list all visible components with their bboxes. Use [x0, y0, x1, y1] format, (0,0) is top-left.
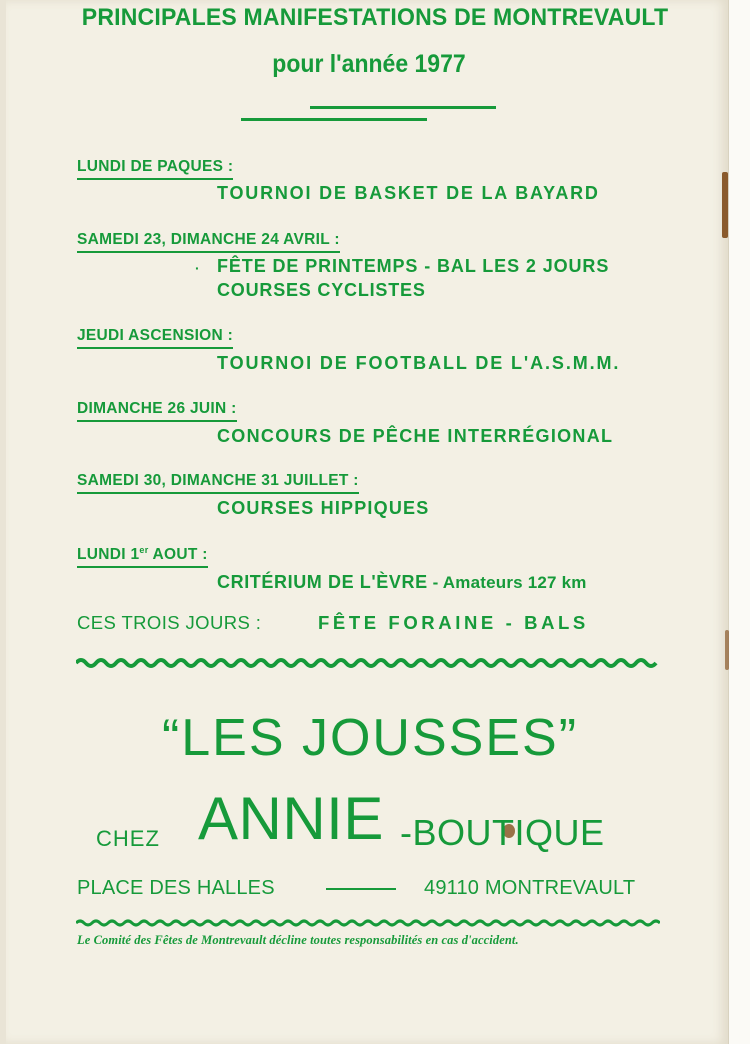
program-date: LUNDI DE PAQUES : [77, 158, 233, 180]
event-title: CRITÉRIUM DE L'ÈVRE [217, 572, 428, 592]
program-event: COURSES HIPPIQUES [217, 498, 430, 518]
disclaimer-text: Le Comité des Fêtes de Montrevault décline toutes responsabilités en cas d'accident. [77, 933, 519, 947]
program-event [217, 572, 587, 593]
staple-mark [725, 630, 729, 670]
page-title: PRINCIPALES MANIFESTATIONS DE MONTREVAULT [81, 4, 669, 31]
program-event: FÊTE DE PRINTEMPS - BAL LES 2 JOURS [217, 256, 610, 276]
wave-divider [76, 918, 660, 928]
boutique-suffix: -BOUTIQUE [400, 812, 605, 853]
chez-label: CHEZ [96, 826, 160, 851]
program-date [77, 545, 208, 568]
program-event: TOURNOI DE FOOTBALL DE L'A.S.M.M. [217, 353, 621, 373]
shop-name: “LES JOUSSES” [161, 709, 579, 767]
boutique-name: ANNIE [198, 785, 384, 852]
program-event: TOURNOI DE BASKET DE LA BAYARD [217, 183, 600, 203]
date-ordinal: er [139, 545, 149, 555]
date-text: AOUT : [148, 546, 208, 564]
address-line: PLACE DES HALLES [77, 877, 275, 899]
page-edge [728, 0, 750, 1044]
program-event: COURSES CYCLISTES [217, 280, 426, 300]
bullet-mark: · [195, 260, 200, 276]
program-date: JEUDI ASCENSION : [77, 327, 233, 349]
fair-value: FÊTE FORAINE - BALS [318, 612, 589, 633]
staple-mark [722, 172, 728, 238]
program-date: SAMEDI 30, DIMANCHE 31 JUILLET : [77, 472, 359, 494]
program-date: SAMEDI 23, DIMANCHE 24 AVRIL : [77, 231, 340, 253]
fair-label: CES TROIS JOURS : [77, 612, 262, 633]
date-text: LUNDI 1 [77, 546, 140, 564]
program-date: DIMANCHE 26 JUIN : [77, 400, 237, 422]
town-line: 49110 MONTREVAULT [424, 877, 636, 899]
title-rule [241, 118, 427, 121]
address-dash [326, 888, 396, 890]
event-detail: - Amateurs 127 km [427, 573, 587, 592]
program-event: CONCOURS DE PÊCHE INTERRÉGIONAL [217, 426, 614, 446]
page-subtitle: pour l'année 1977 [272, 50, 466, 78]
title-rule [310, 106, 496, 109]
wave-divider [76, 656, 660, 670]
